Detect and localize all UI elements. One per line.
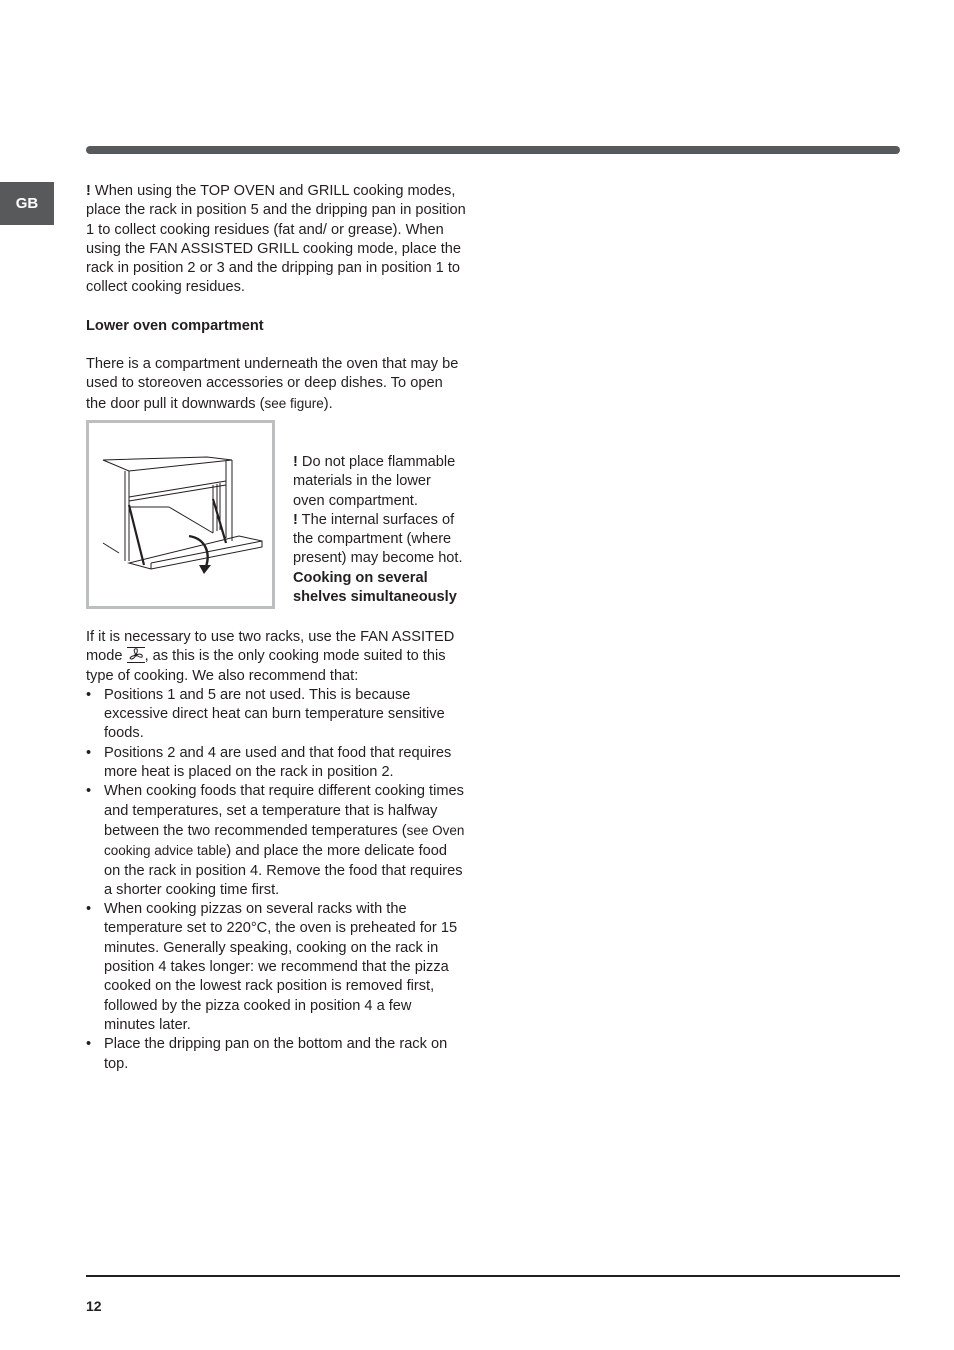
list-item-text: When cooking pizzas on several racks with the temperature set to 220°C, the oven is preheated for 15 minutes. Generally speaking, cooking on the rack in position 4 takes longer: we recommend that the pizza cooked on the lowest rack position is removed first, followed by the pizza cooked in position 4 a few minutes later. [104,901,458,1033]
lower-compartment-text: There is a compartment underneath the oven that may be used to storeoven accessories or deep dishes. To open the door pull it downwards ( [86,356,459,412]
warning-flammable [293,453,466,511]
recommendation-list [86,686,466,1074]
table-reference: see Oven cooking advice table [104,822,465,859]
warning-hot-text: The internal surfaces of the compartment (where present) may become hot. [293,511,463,567]
warning-mark: ! [293,453,298,470]
list-item [86,782,466,900]
intro-text-end: , as this is the only cooking mode suited to this type of cooking. We also recommend that: [86,648,446,684]
warning-mark: ! [293,511,298,528]
figure-reference: see figure [264,395,324,411]
fan-icon [127,647,145,663]
list-item [86,1035,466,1074]
list-item [86,744,466,783]
list-item-text: Place the dripping pan on the bottom and the rack on top. [104,1036,448,1072]
main-column [86,182,466,1074]
lower-compartment-figure [86,420,275,609]
lower-compartment-text-end: ). [323,395,333,412]
lower-compartment-paragraph [86,355,466,414]
list-item-text-end: ) and place the more delicate food on the rack in position 4. Remove the food that requires a shorter cooking time first. [104,843,463,898]
list-item-text: When cooking foods that require different cooking times and temperatures, set a temperature that is halfway between the two recommended temperatures ( [104,783,464,839]
list-item [86,900,466,1035]
language-tab: GB [0,182,54,225]
footer-rule [86,1275,900,1277]
figure-row [86,420,466,609]
list-item-text: Positions 2 and 4 are used and that food that requires more heat is placed on the rack in position 2. [104,744,452,781]
lower-compartment-heading: Lower oven compartment [86,317,264,334]
several-shelves-intro [86,628,466,686]
top-oven-paragraph [86,182,466,298]
warning-mark: ! [86,183,91,199]
warning-flammable-text: Do not place flammable materials in the lower oven compartment. [293,453,456,509]
top-oven-text: When using the TOP OVEN and GRILL cooking modes, place the rack in position 5 and the dripping pan in position 1 to collect cooking residues (fat and/ or grease). When using the FAN ASSISTED GRILL cooking mode, place the rack in position 2 or 3 and the dripping pan in position 1 to collect cooking residues. [86,183,466,296]
several-shelves-heading: Cooking on several shelves simultaneously [293,569,457,606]
warning-hot-surfaces [293,511,466,569]
list-item-text: Positions 1 and 5 are not used. This is because excessive direct heat can burn temperature sensitive foods. [104,686,445,742]
figure-side-text [293,420,466,609]
list-item [86,686,466,744]
intro-text: If it is necessary to use two racks, use the FAN ASSITED mode [86,628,455,665]
header-bar [86,146,900,154]
page-number: 12 [86,1298,102,1314]
